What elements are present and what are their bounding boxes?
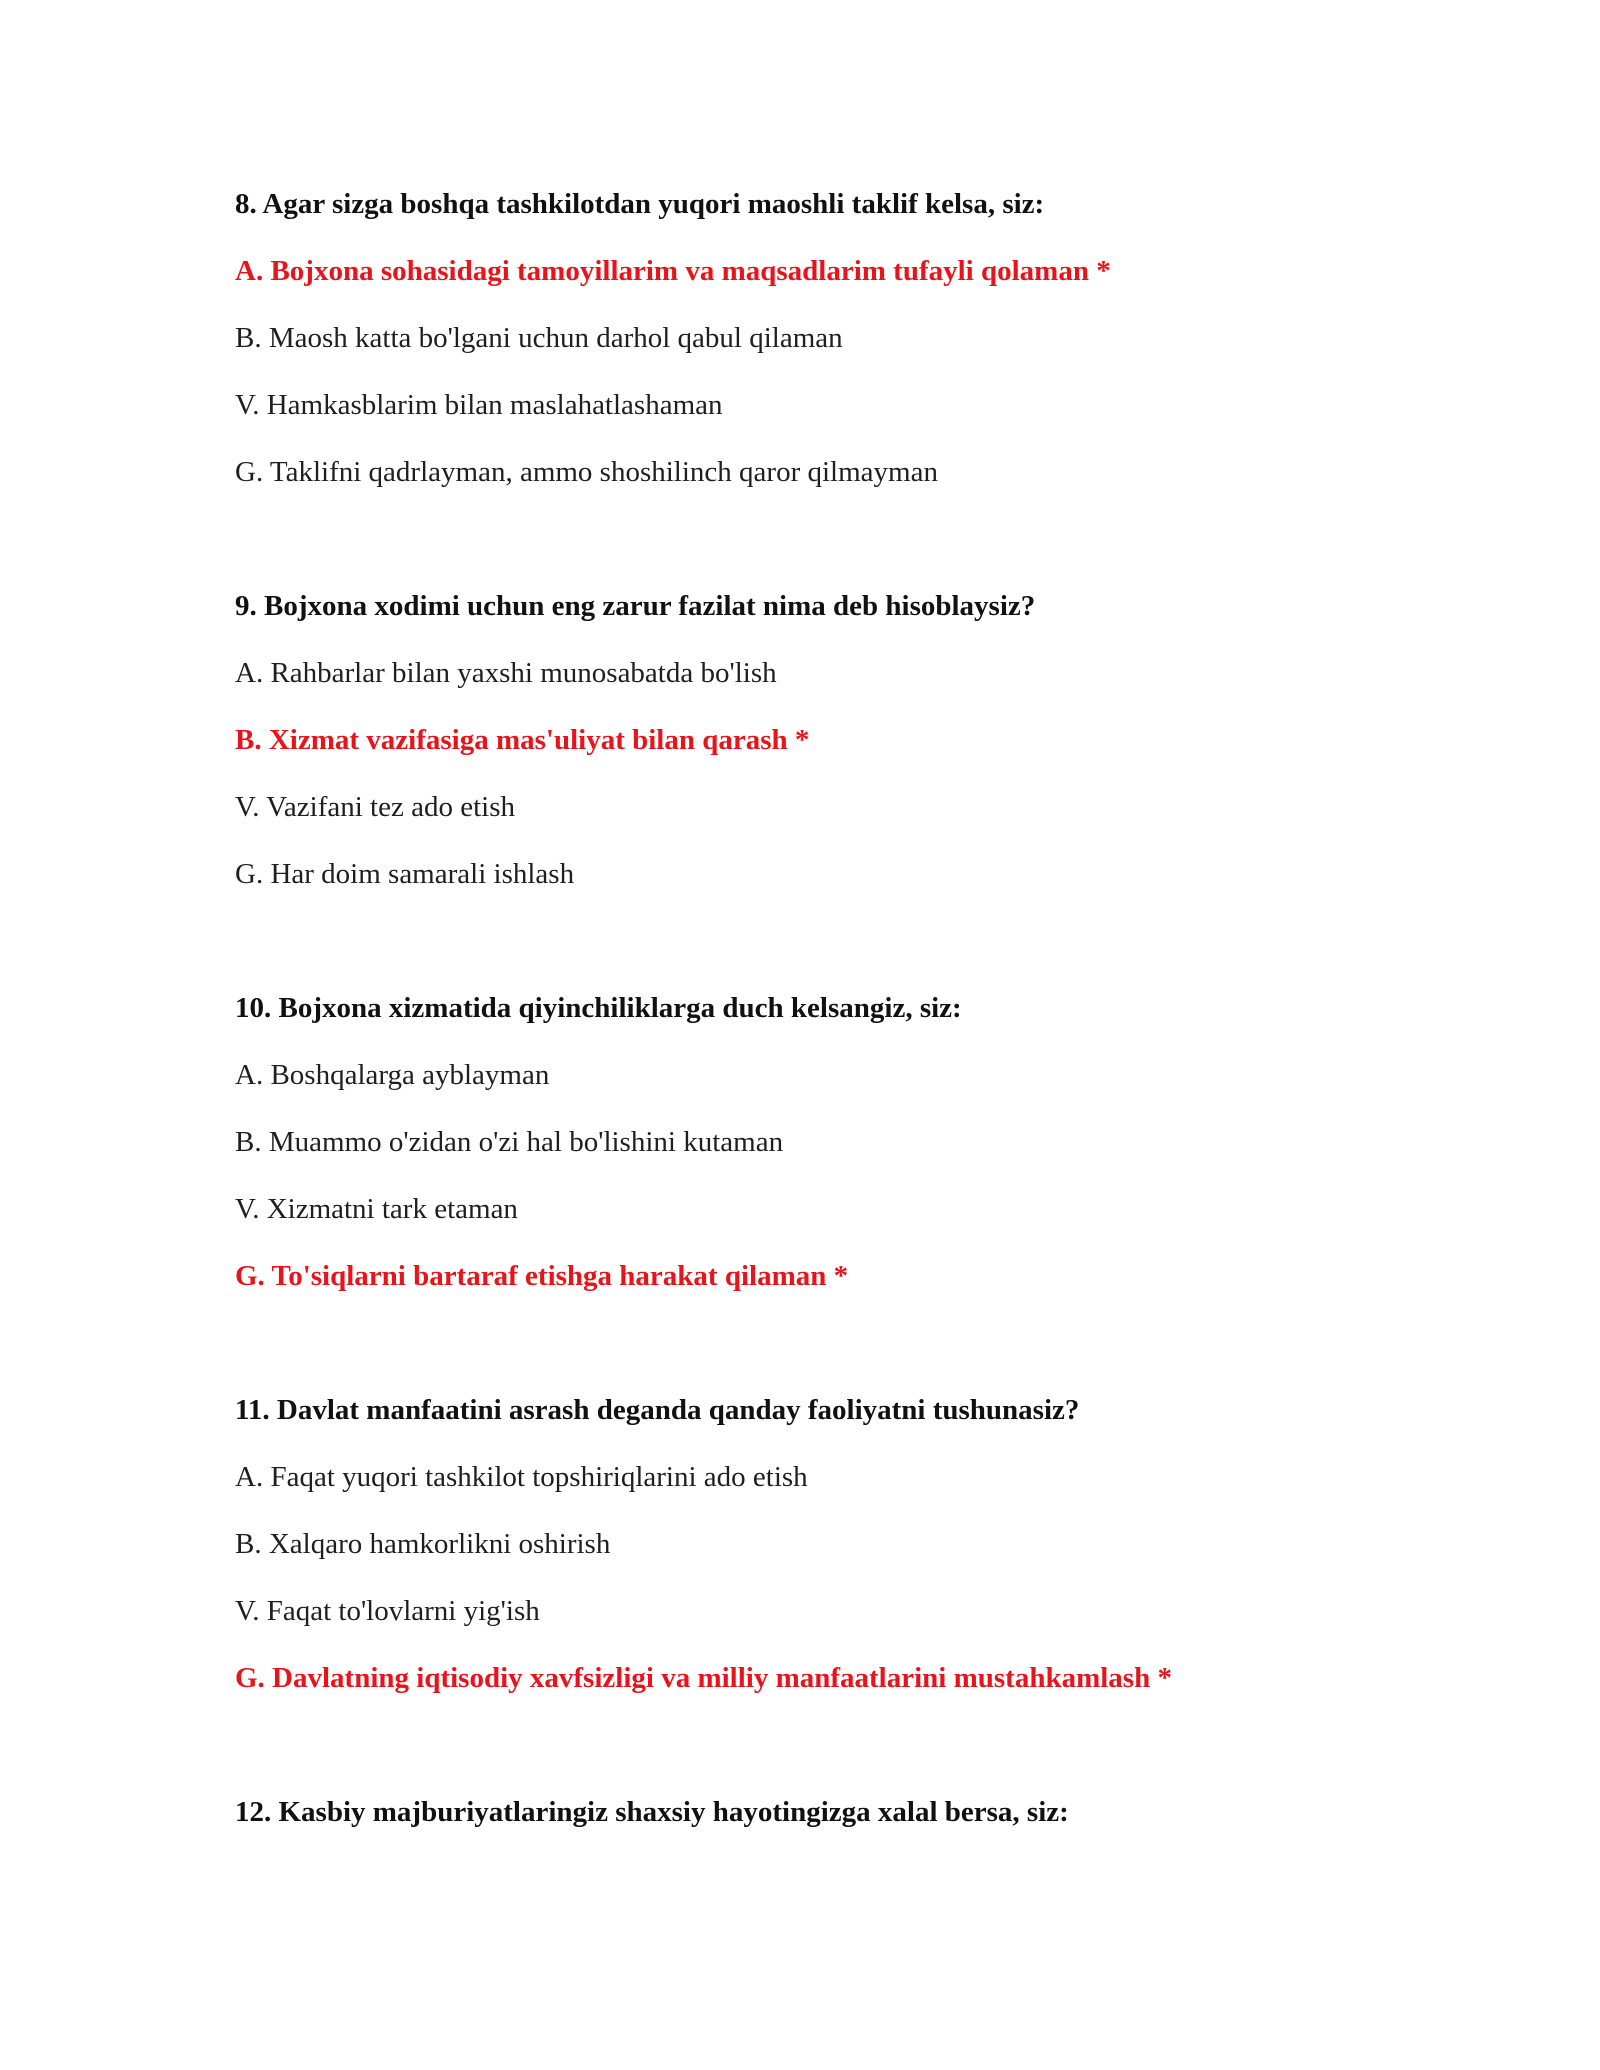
question-11-text: 11. Davlat manfaatini asrash deganda qanday faoliyatni tushunasiz? [235,1394,1080,1426]
question-10-option-a: A. Boshqalarga ayblayman [235,1059,550,1091]
question-9-text: 9. Bojxona xodimi uchun eng zarur fazilat nima deb hisoblaysiz? [235,590,1036,622]
question-8-option-g: G. Taklifni qadrlayman, ammo shoshilinch qaror qilmayman [235,456,938,488]
question-11-option-b: B. Xalqaro hamkorlikni oshirish [235,1528,611,1560]
question-11-option-g: G. Davlatning iqtisodiy xavfsizligi va milliy manfaatlarini mustahkamlash * [235,1662,1172,1694]
question-8-text: 8. Agar sizga boshqa tashkilotdan yuqori maoshli taklif kelsa, siz: [235,188,1045,220]
question-8-option-a: A. Bojxona sohasidagi tamoyillarim va maqsadlarim tufayli qolaman * [235,255,1111,287]
question-8-option-v: V. Hamkasblarim bilan maslahatlashaman [235,389,723,421]
question-11-option-v: V. Faqat to'lovlarni yig'ish [235,1595,540,1627]
question-12-text: 12. Kasbiy majburiyatlaringiz shaxsiy hayotingizga xalal bersa, siz: [235,1796,1069,1828]
question-9-option-v: V. Vazifani tez ado etish [235,791,515,823]
question-9-option-a: A. Rahbarlar bilan yaxshi munosabatda bo'lish [235,657,777,689]
question-8-option-b: B. Maosh katta bo'lgani uchun darhol qabul qilaman [235,322,843,354]
question-10-option-b: B. Muammo o'zidan o'zi hal bo'lishini kutaman [235,1126,784,1158]
question-10-option-g: G. To'siqlarni bartaraf etishga harakat qilaman * [235,1260,849,1292]
question-10-option-v: V. Xizmatni tark etaman [235,1193,518,1225]
question-9-option-g: G. Har doim samarali ishlash [235,858,575,890]
question-10-text: 10. Bojxona xizmatida qiyinchiliklarga duch kelsangiz, siz: [235,992,962,1024]
question-9-option-b: B. Xizmat vazifasiga mas'uliyat bilan qarash * [235,724,810,756]
question-11-option-a: A. Faqat yuqori tashkilot topshiriqlarini ado etish [235,1461,808,1493]
